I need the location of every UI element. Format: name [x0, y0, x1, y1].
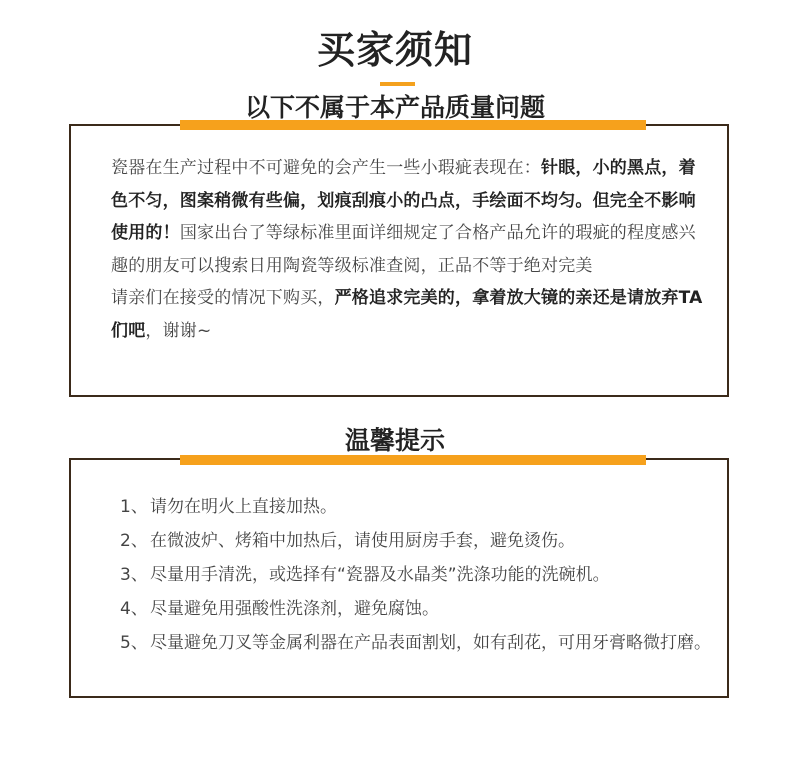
notice-segment: ，谢谢~ [145, 320, 212, 341]
tip-text: 在微波炉、烤箱中加热后，请使用厨房手套，避免烫伤。 [150, 531, 575, 551]
tip-text: 尽量避免刀叉等金属利器在产品表面割划，如有刮花，可用牙膏略微打磨。 [150, 633, 711, 653]
list-item [120, 558, 720, 592]
tip-text: 请勿在明火上直接加热。 [150, 497, 337, 517]
notice-section-title: 以下不属于本产品质量问题 [244, 93, 545, 122]
tip-number: 3、 [120, 565, 148, 585]
notice-segment-bold: 严格追求完美的，拿着放大镜的亲还是请放弃TA们吧 [111, 288, 703, 341]
notice-segment: 请亲们在接受的情况下购买， [111, 288, 335, 308]
list-item [120, 524, 720, 558]
page-title: 买家须知 [316, 27, 473, 72]
tips-section-title: 温馨提示 [344, 426, 445, 455]
tip-number: 1、 [120, 497, 148, 517]
list-item [120, 490, 720, 524]
notice-segment: 瓷器在生产过程中不可避免的会产生一些小瑕疵表现在： [111, 158, 541, 178]
tip-text: 尽量避免用强酸性洗涤剂，避免腐蚀。 [150, 599, 439, 619]
notice-segment-bold: 针眼，小的黑点，着色不匀，图案稍微有些偏，划痕刮痕小的凸点，手绘面不均匀。但完全不影响使用的！ [111, 158, 696, 243]
title-underline [380, 82, 415, 86]
notice-segment: 国家出台了等绿标准里面详细规定了合格产品允许的瑕疵的程度感兴趣的朋友可以搜索日用陶瓷等级标准查阅，正品不等于绝对完美 [111, 223, 696, 276]
tip-number: 5、 [120, 633, 148, 653]
tips-list [120, 490, 720, 660]
tip-number: 4、 [120, 599, 148, 619]
list-item [120, 592, 720, 626]
tip-text: 尽量用手清洗，或选择有“瓷器及水晶类”洗涤功能的洗碗机。 [150, 565, 610, 585]
tip-number: 2、 [120, 531, 148, 551]
notice-text [111, 152, 711, 347]
list-item [120, 626, 720, 660]
